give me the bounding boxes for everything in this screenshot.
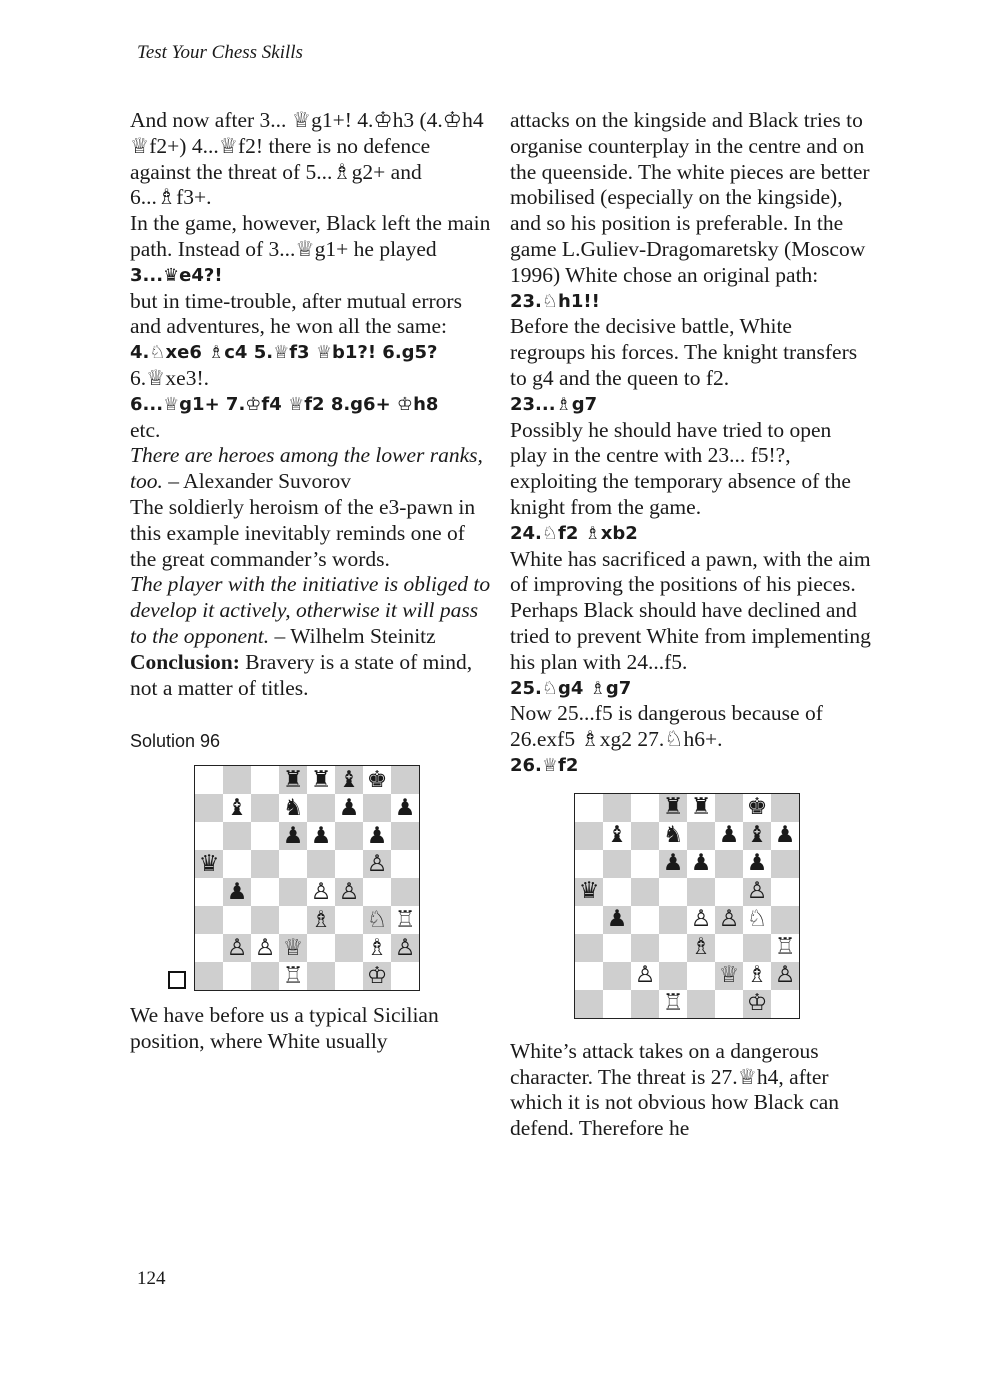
board-square <box>631 934 659 962</box>
board-square <box>575 794 603 822</box>
chess-piece-icon: ♟ <box>746 850 768 877</box>
paragraph: Now 25...f5 is dangerous because of 26.exf5 ♗xg2 27.♘h6+. <box>510 701 823 752</box>
chess-piece-icon: ♙ <box>634 962 656 989</box>
board-square <box>251 794 279 822</box>
paragraph: White has sacrificed a pawn, with the aim of improving the positions of his pieces. Perhaps Black should have declined and tried to prevent White from implementing his plan with 24...f5. <box>510 546 871 674</box>
board-square <box>715 934 743 962</box>
board-square <box>743 794 771 822</box>
chess-piece-icon: ♞ <box>662 822 684 849</box>
board-square <box>687 850 715 878</box>
diagram-2-wrap <box>510 793 872 1025</box>
quote-author: – Alexander Suvorov <box>162 469 351 494</box>
chess-piece-icon: ♜ <box>282 766 304 793</box>
chess-piece-icon: ♗ <box>310 906 332 933</box>
board-square <box>743 822 771 850</box>
board-square <box>687 934 715 962</box>
move-line: 6...♕g1+ 7.♔f4 ♕f2 8.g6+ ♔h8 <box>130 393 439 415</box>
chess-piece-icon: ♞ <box>282 794 304 821</box>
chess-piece-icon: ♜ <box>690 794 712 821</box>
move-line: 4.♘xe6 ♗c4 5.♕f3 ♕b1?! 6.g5? <box>130 342 438 364</box>
chess-piece-icon: ♛ <box>578 878 600 905</box>
board-square <box>631 850 659 878</box>
board-square <box>743 850 771 878</box>
chess-piece-icon: ♜ <box>310 766 332 793</box>
chess-piece-icon: ♔ <box>366 962 388 989</box>
board-square <box>195 906 223 934</box>
paragraph: And now after 3... ♕g1+! 4.♔h3 (4.♔h4 ♕f2+) 4...♕f2! there is no defence against the threat of 5...♗g2+ and 6...♗f3+. <box>130 108 484 210</box>
board-square <box>659 878 687 906</box>
board-square <box>659 906 687 934</box>
board-square <box>771 850 799 878</box>
chess-piece-icon: ♝ <box>746 822 768 849</box>
board-square <box>391 794 419 822</box>
chess-piece-icon: ♝ <box>338 766 360 793</box>
chess-piece-icon: ♗ <box>366 934 388 961</box>
board-square <box>391 962 419 990</box>
board-square <box>771 906 799 934</box>
board-square <box>223 906 251 934</box>
board-square <box>603 962 631 990</box>
board-square <box>195 878 223 906</box>
conclusion <box>130 650 492 702</box>
board-square <box>771 990 799 1018</box>
chess-piece-icon: ♟ <box>310 822 332 849</box>
quote-suvorov <box>130 443 492 495</box>
board-square <box>743 878 771 906</box>
left-column <box>130 108 492 1055</box>
board-square <box>223 878 251 906</box>
board-square <box>603 822 631 850</box>
board-square <box>279 794 307 822</box>
board-square <box>603 794 631 822</box>
board-square <box>391 878 419 906</box>
board-square <box>603 906 631 934</box>
paragraph: In the game, however, Black left the main path. Instead of 3...♕g1+ he played <box>130 211 491 261</box>
board-square <box>575 962 603 990</box>
chess-piece-icon: ♖ <box>662 990 684 1017</box>
chess-piece-icon: ♚ <box>366 766 388 793</box>
chess-piece-icon: ♙ <box>774 962 796 989</box>
board-square <box>743 990 771 1018</box>
board-square <box>195 934 223 962</box>
chess-piece-icon: ♗ <box>746 962 768 989</box>
quote-text: The player with the initiative is obliged to develop it actively, otherwise it will pass to the opponent. <box>130 572 491 648</box>
board-square <box>687 822 715 850</box>
chess-piece-icon: ♙ <box>690 906 712 933</box>
chess-piece-icon: ♟ <box>226 878 248 905</box>
board-square <box>335 962 363 990</box>
chess-piece-icon: ♟ <box>394 794 416 821</box>
move-line: 24.♘f2 ♗xb2 <box>510 522 638 544</box>
board-square <box>743 962 771 990</box>
board-square <box>715 962 743 990</box>
chess-piece-icon: ♟ <box>774 822 796 849</box>
board-square <box>335 906 363 934</box>
board-square <box>743 906 771 934</box>
side-to-move-marker <box>168 971 186 989</box>
chess-piece-icon: ♙ <box>338 878 360 905</box>
board-square <box>335 934 363 962</box>
board-square <box>715 822 743 850</box>
board-square <box>363 962 391 990</box>
solution-label: Solution 96 <box>130 731 221 752</box>
running-header: Test Your Chess Skills <box>137 42 303 63</box>
board-square <box>223 822 251 850</box>
board-square <box>631 962 659 990</box>
chess-piece-icon: ♕ <box>282 934 304 961</box>
chess-piece-icon: ♙ <box>746 878 768 905</box>
board-square <box>335 766 363 794</box>
board-square <box>363 794 391 822</box>
board-square <box>251 962 279 990</box>
chess-piece-icon: ♟ <box>338 794 360 821</box>
board-square <box>771 794 799 822</box>
board-square <box>603 878 631 906</box>
board-square <box>279 934 307 962</box>
board-square <box>603 934 631 962</box>
board-square <box>363 822 391 850</box>
board-square <box>715 794 743 822</box>
right-column <box>510 108 872 1142</box>
board-square <box>251 822 279 850</box>
board-square <box>251 878 279 906</box>
chess-piece-icon: ♖ <box>282 962 304 989</box>
board-square <box>715 906 743 934</box>
board-square <box>223 850 251 878</box>
board-square <box>307 934 335 962</box>
board-square <box>715 878 743 906</box>
chess-diagram-2 <box>574 793 800 1019</box>
board-square <box>279 822 307 850</box>
board-square <box>631 822 659 850</box>
board-square <box>391 934 419 962</box>
board-square <box>575 850 603 878</box>
board-square <box>687 794 715 822</box>
move-line: 23...♗g7 <box>510 393 598 415</box>
board-square <box>195 850 223 878</box>
board-square <box>391 766 419 794</box>
board-square <box>687 906 715 934</box>
paragraph: attacks on the kingside and Black tries to organise counterplay in the centre and on the queenside. The white pieces are better mobilised (especially on the kingside), and so his position is preferable. In the game L.Guliev-Dragomaretsky (Moscow 1996) White chose an original path: <box>510 108 870 287</box>
board-square <box>575 934 603 962</box>
board-square <box>771 934 799 962</box>
board-square <box>631 794 659 822</box>
chess-piece-icon: ♝ <box>226 794 248 821</box>
board-square <box>771 878 799 906</box>
board-square <box>307 794 335 822</box>
paragraph: 6.♕xe3!. <box>130 365 209 390</box>
board-square <box>307 878 335 906</box>
paragraph: etc. <box>130 417 161 442</box>
chess-piece-icon: ♟ <box>690 850 712 877</box>
board-square <box>279 962 307 990</box>
chess-piece-icon: ♙ <box>718 906 740 933</box>
paragraph: White’s attack takes on a dangerous character. The threat is 27.♕h4, after which it is not obvious how Black can defend. Therefore he <box>510 1038 840 1141</box>
board-square <box>603 850 631 878</box>
chess-diagram-1 <box>194 765 420 991</box>
board-square <box>659 934 687 962</box>
board-square <box>391 850 419 878</box>
board-square <box>771 962 799 990</box>
board-square <box>715 990 743 1018</box>
board-square <box>575 822 603 850</box>
board-square <box>391 906 419 934</box>
board-square <box>307 906 335 934</box>
board-square <box>307 766 335 794</box>
board-square <box>195 822 223 850</box>
board-square <box>631 878 659 906</box>
board-square <box>575 878 603 906</box>
board-square <box>335 794 363 822</box>
chess-piece-icon: ♟ <box>366 822 388 849</box>
board-square <box>251 934 279 962</box>
chess-piece-icon: ♖ <box>394 906 416 933</box>
board-square <box>279 878 307 906</box>
board-square <box>715 850 743 878</box>
chess-piece-icon: ♖ <box>774 934 796 961</box>
chess-piece-icon: ♘ <box>746 906 768 933</box>
board-square <box>659 850 687 878</box>
board-square <box>659 794 687 822</box>
move-line: 3...♛e4?! <box>130 264 223 286</box>
board-square <box>687 990 715 1018</box>
board-square <box>575 906 603 934</box>
board-square <box>363 906 391 934</box>
chess-piece-icon: ♙ <box>254 934 276 961</box>
board-square <box>363 934 391 962</box>
board-square <box>195 794 223 822</box>
board-square <box>771 822 799 850</box>
board-square <box>659 962 687 990</box>
board-square <box>335 850 363 878</box>
board-square <box>251 766 279 794</box>
chess-piece-icon: ♕ <box>718 962 740 989</box>
paragraph: The soldierly heroism of the e3-pawn in this example inevitably reminds one of the great commander’s words. <box>130 494 476 571</box>
paragraph: We have before us a typical Sicilian position, where White usually <box>130 1003 439 1053</box>
board-square <box>335 822 363 850</box>
board-square <box>195 766 223 794</box>
quote-steinitz <box>130 572 492 649</box>
board-square <box>743 934 771 962</box>
board-square <box>631 906 659 934</box>
board-square <box>195 962 223 990</box>
chess-piece-icon: ♙ <box>310 878 332 905</box>
chess-piece-icon: ♛ <box>198 850 220 877</box>
paragraph: Possibly he should have tried to open play in the centre with 23... f5!?, exploiting the temporary absence of the knight from the game. <box>510 417 851 519</box>
board-square <box>363 878 391 906</box>
paragraph: Before the decisive battle, White regroups his forces. The knight transfers to g4 and the queen to f2. <box>510 314 858 390</box>
chess-piece-icon: ♟ <box>282 822 304 849</box>
chess-piece-icon: ♟ <box>662 850 684 877</box>
page-number: 124 <box>137 1268 166 1289</box>
board-square <box>335 878 363 906</box>
board-square <box>223 934 251 962</box>
board-square <box>307 962 335 990</box>
board-square <box>659 990 687 1018</box>
move-line: 23.♘h1!! <box>510 290 600 312</box>
board-square <box>659 822 687 850</box>
board-square <box>307 822 335 850</box>
chess-piece-icon: ♗ <box>690 934 712 961</box>
quote-author: – Wilhelm Steinitz <box>269 623 436 648</box>
chess-piece-icon: ♘ <box>366 906 388 933</box>
board-square <box>279 906 307 934</box>
board-square <box>279 850 307 878</box>
board-square <box>223 794 251 822</box>
board-square <box>391 822 419 850</box>
board-square <box>251 906 279 934</box>
board-square <box>223 962 251 990</box>
board-square <box>631 990 659 1018</box>
chess-piece-icon: ♙ <box>226 934 248 961</box>
chess-piece-icon: ♔ <box>746 990 768 1017</box>
quote-text: There are heroes among the lower ranks, too. <box>130 443 483 494</box>
board-square <box>687 878 715 906</box>
chess-piece-icon: ♟ <box>718 822 740 849</box>
move-line: 25.♘g4 ♗g7 <box>510 677 632 699</box>
board-square <box>603 990 631 1018</box>
board-square <box>307 850 335 878</box>
board-square <box>575 990 603 1018</box>
board-square <box>363 850 391 878</box>
board-square <box>223 766 251 794</box>
diagram-1-wrap <box>130 765 492 997</box>
chess-piece-icon: ♙ <box>394 934 416 961</box>
chess-piece-icon: ♚ <box>746 794 768 821</box>
board-square <box>687 962 715 990</box>
chess-piece-icon: ♙ <box>366 850 388 877</box>
board-square <box>251 850 279 878</box>
chess-piece-icon: ♝ <box>606 822 628 849</box>
chess-piece-icon: ♜ <box>662 794 684 821</box>
paragraph: but in time-trouble, after mutual errors and adventures, he won all the same: <box>130 288 462 339</box>
move-line: 26.♕f2 <box>510 754 579 776</box>
chess-piece-icon: ♟ <box>606 906 628 933</box>
board-square <box>279 766 307 794</box>
board-square <box>363 766 391 794</box>
conclusion-label: Conclusion: <box>130 649 240 674</box>
conclusion-text: Bravery is a state of mind, not a matter of titles. <box>130 649 473 700</box>
